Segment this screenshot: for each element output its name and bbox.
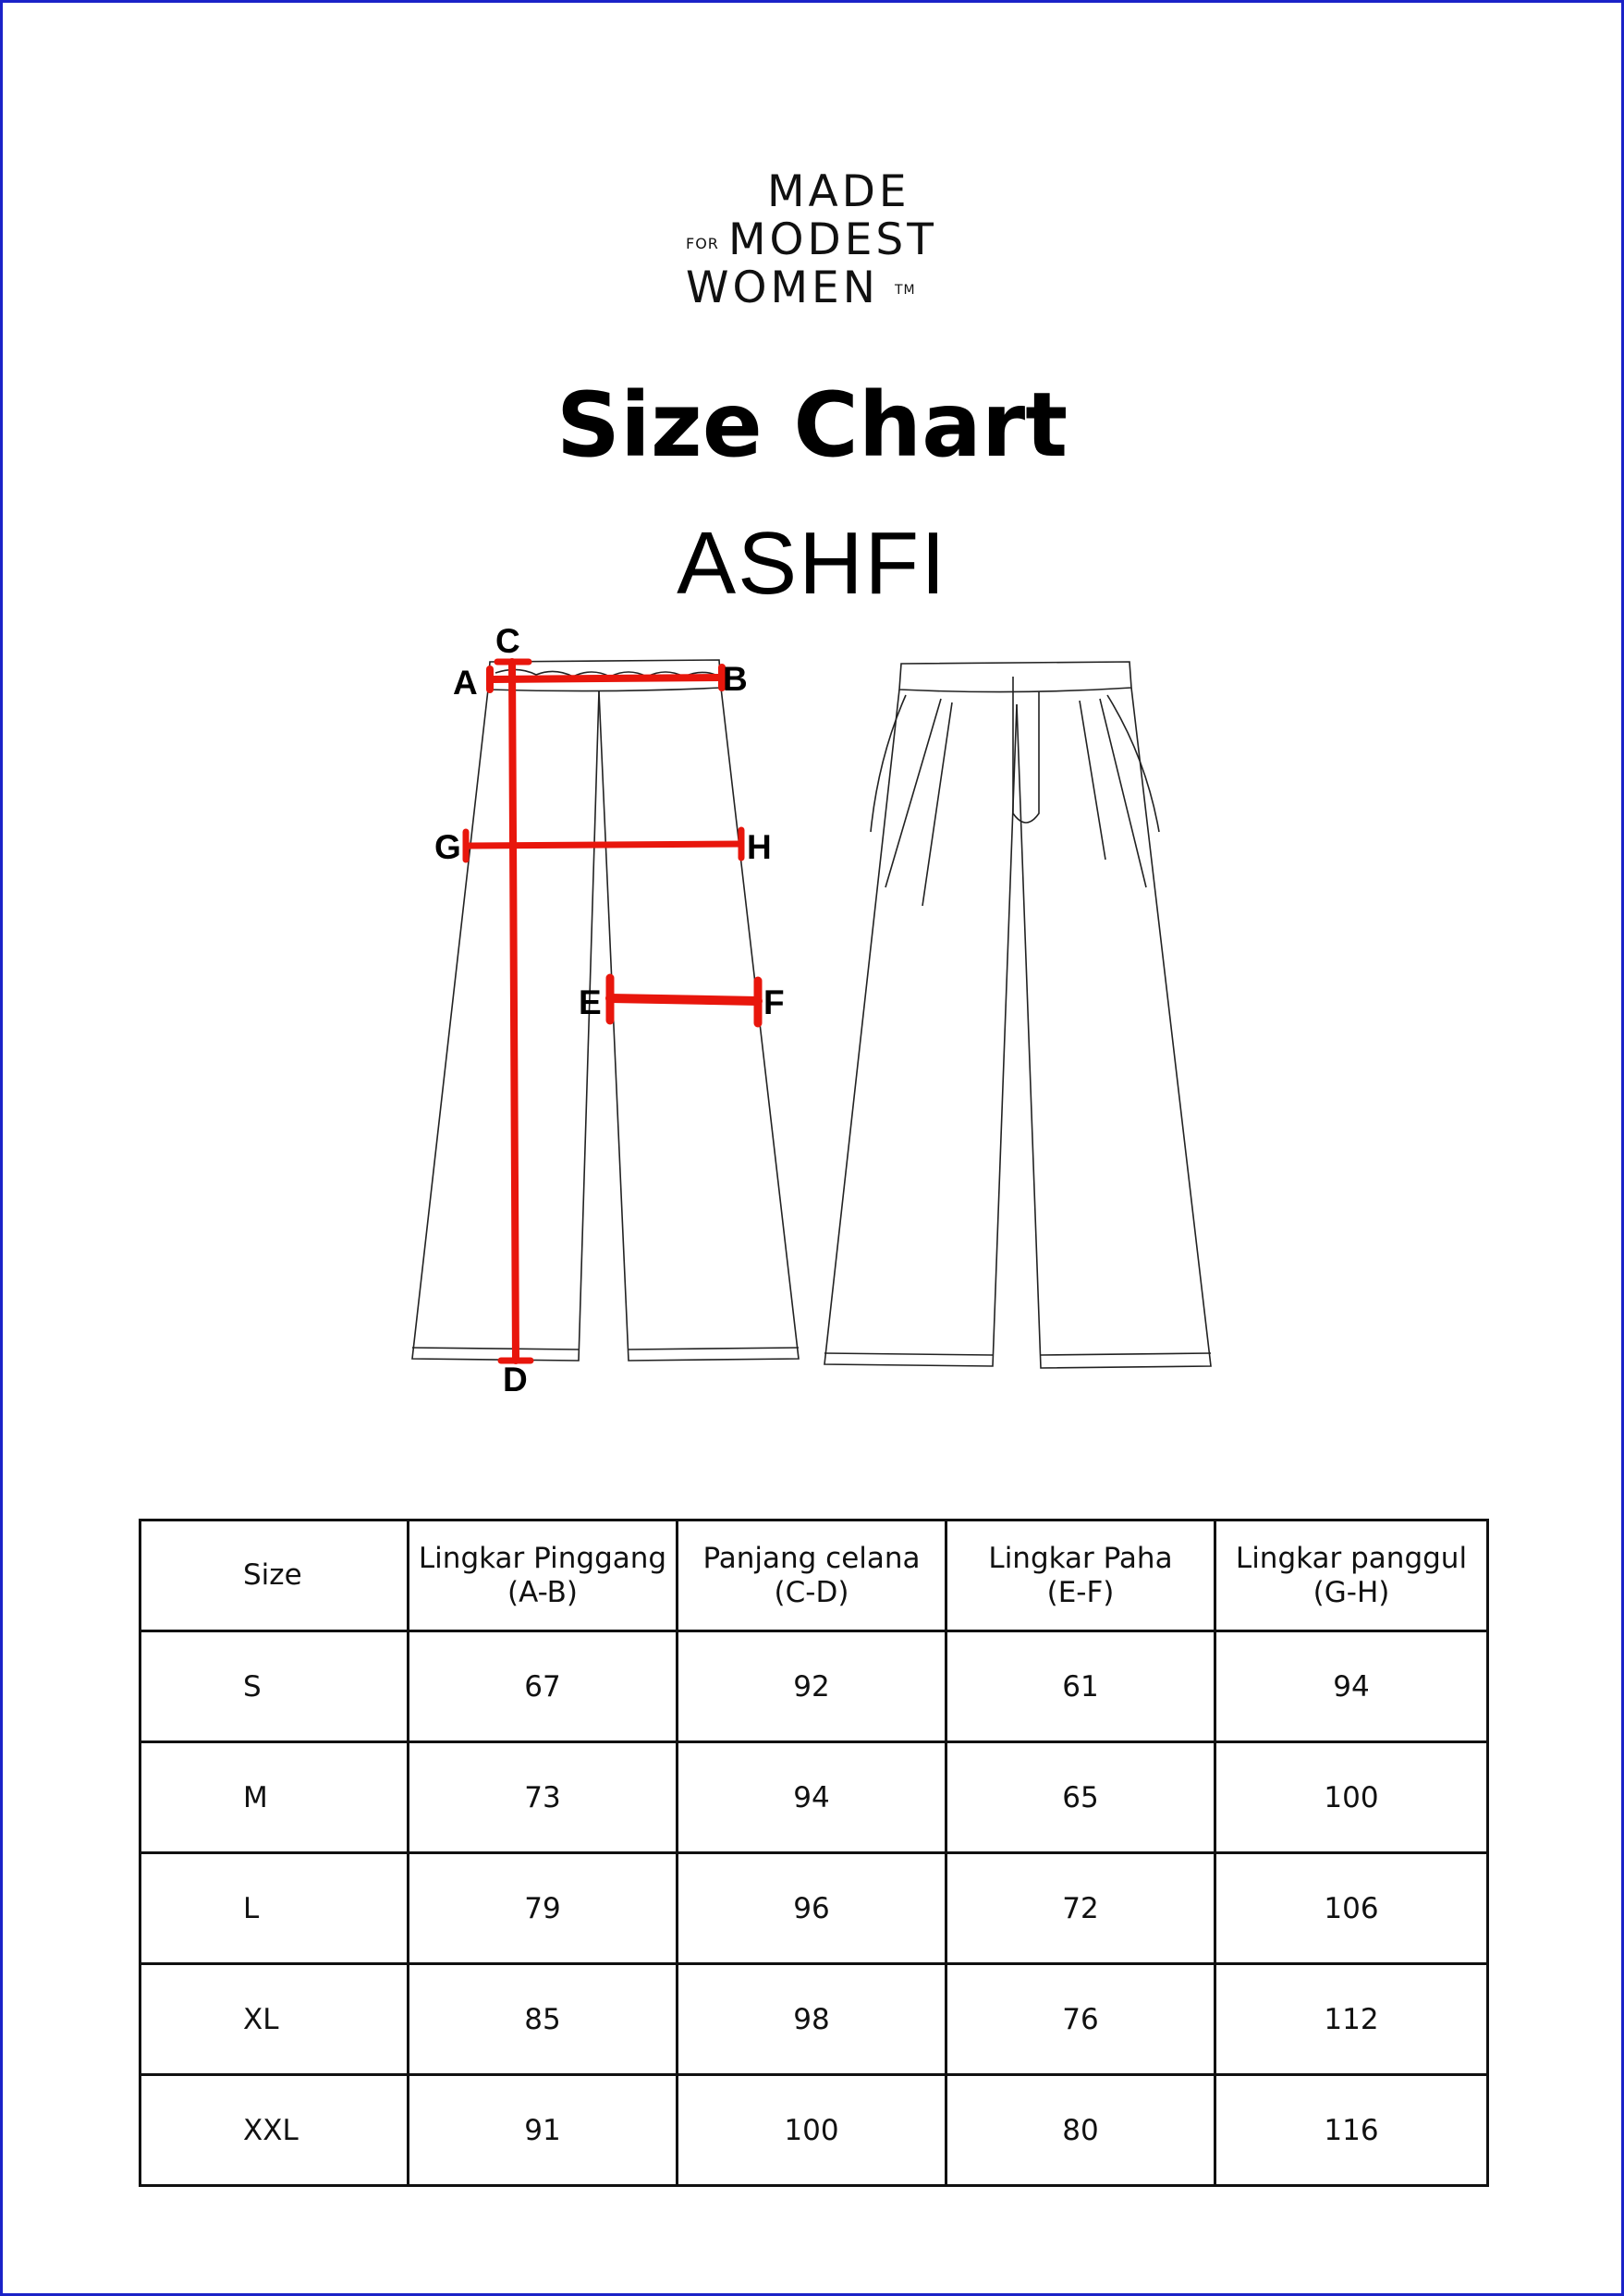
point-label-f: F	[763, 983, 785, 1021]
measurement-lines	[466, 662, 758, 1361]
measure-line-c-d	[512, 662, 516, 1361]
header-thigh	[946, 1520, 1215, 1631]
cell-waist: 91	[409, 2075, 678, 2186]
cell-length: 92	[678, 1631, 946, 1742]
point-label-e: E	[579, 983, 602, 1021]
measure-line-a-b	[492, 678, 719, 679]
header-waist	[409, 1520, 678, 1631]
cell-length: 98	[678, 1964, 946, 2075]
point-label-a: A	[453, 664, 478, 702]
cell-thigh: 76	[946, 1964, 1215, 2075]
point-label-c: C	[495, 622, 520, 660]
product-name: ASHFI	[677, 514, 947, 613]
cell-hip: 106	[1215, 1853, 1488, 1964]
cell-thigh: 72	[946, 1853, 1215, 1964]
table-row	[140, 1964, 1488, 2075]
cell-hip: 94	[1215, 1631, 1488, 1742]
measure-line-g-h	[466, 844, 741, 846]
cell-thigh: 80	[946, 2075, 1215, 2186]
cell-waist: 67	[409, 1631, 678, 1742]
table-row	[140, 1853, 1488, 1964]
cell-size: S	[140, 1631, 409, 1742]
logo-line-modest: MODEST	[728, 214, 937, 265]
header-label: Size	[243, 1558, 302, 1592]
logo-prefix-for: FOR	[686, 235, 719, 252]
table-row	[140, 2075, 1488, 2186]
point-label-h: H	[747, 828, 772, 866]
page-title: Size Chart	[556, 373, 1068, 477]
cell-waist: 73	[409, 1742, 678, 1853]
logo-trademark: TM	[895, 283, 916, 298]
cell-thigh: 61	[946, 1631, 1215, 1742]
header-code: (G-H)	[1313, 1575, 1390, 1609]
header-hip	[1215, 1520, 1488, 1631]
trousers-front-outline	[412, 660, 799, 1361]
header-code: (E-F)	[1046, 1575, 1115, 1609]
trousers-back-outline	[824, 662, 1211, 1368]
point-label-g: G	[434, 828, 461, 866]
measure-line-e-f	[610, 998, 758, 1001]
cell-thigh: 65	[946, 1742, 1215, 1853]
cell-size: XXL	[140, 2075, 409, 2186]
cell-size: L	[140, 1853, 409, 1964]
header-label: Panjang celana	[702, 1541, 921, 1575]
header-label: Lingkar Pinggang	[418, 1541, 667, 1575]
point-label-d: D	[503, 1361, 528, 1398]
logo-line-made: MADE	[767, 166, 910, 217]
header-label: Lingkar panggul	[1235, 1541, 1468, 1575]
header-length	[678, 1520, 946, 1631]
header-label: Lingkar Paha	[988, 1541, 1173, 1575]
cell-size: M	[140, 1742, 409, 1853]
table-row	[140, 1742, 1488, 1853]
cell-length: 94	[678, 1742, 946, 1853]
cell-hip: 112	[1215, 1964, 1488, 2075]
cell-waist: 79	[409, 1853, 678, 1964]
table-header-row	[140, 1520, 1488, 1631]
cell-hip: 100	[1215, 1742, 1488, 1853]
size-table	[139, 1519, 1489, 2187]
logo-line-women: WOMEN	[686, 263, 879, 313]
cell-size: XL	[140, 1964, 409, 2075]
header-size	[140, 1520, 409, 1631]
cell-length: 96	[678, 1853, 946, 1964]
header-code: (A-B)	[507, 1575, 579, 1609]
table-row	[140, 1631, 1488, 1742]
cell-length: 100	[678, 2075, 946, 2186]
cell-waist: 85	[409, 1964, 678, 2075]
point-label-b: B	[723, 660, 748, 698]
header-code: (C-D)	[774, 1575, 849, 1609]
cell-hip: 116	[1215, 2075, 1488, 2186]
